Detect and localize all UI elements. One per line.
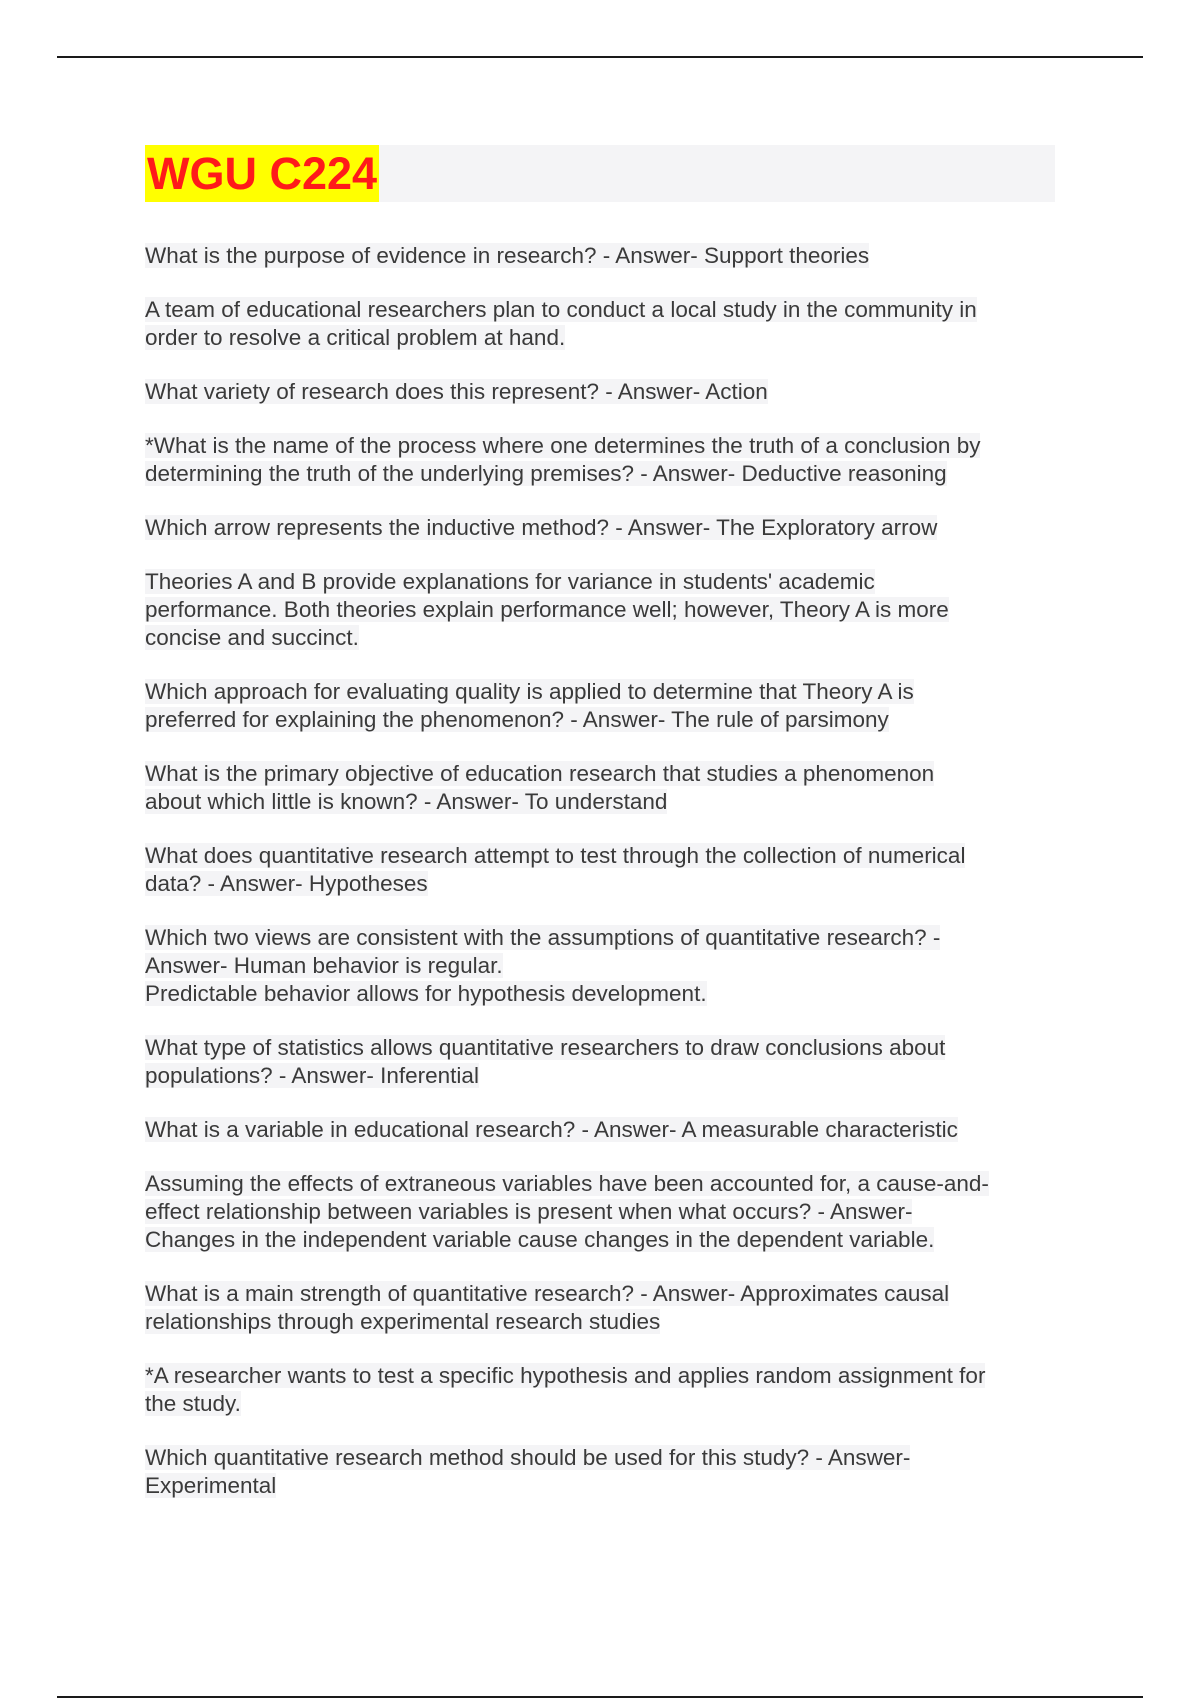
qa-entry bbox=[145, 432, 1055, 488]
qa-entry bbox=[145, 924, 1055, 1008]
text-line: data? - Answer- Hypotheses bbox=[145, 871, 428, 896]
text-line: the study. bbox=[145, 1391, 241, 1416]
qa-entry bbox=[145, 568, 1055, 652]
qa-entry bbox=[145, 1116, 1055, 1144]
qa-entry bbox=[145, 514, 1055, 542]
qa-entry bbox=[145, 1034, 1055, 1090]
text-line: Which quantitative research method should be used for this study? - Answer- bbox=[145, 1445, 911, 1470]
text-line: Which approach for evaluating quality is applied to determine that Theory A is bbox=[145, 679, 914, 704]
qa-entry bbox=[145, 242, 1055, 270]
qa-entry bbox=[145, 678, 1055, 734]
text-line: Which two views are consistent with the assumptions of quantitative research? - bbox=[145, 925, 941, 950]
text-line: performance. Both theories explain performance well; however, Theory A is more bbox=[145, 597, 949, 622]
text-line: order to resolve a critical problem at hand. bbox=[145, 325, 566, 350]
text-line: What is the primary objective of education research that studies a phenomenon bbox=[145, 761, 935, 786]
text-line: What is a variable in educational research? - Answer- A measurable characteristic bbox=[145, 1117, 958, 1142]
text-line: What does quantitative research attempt to test through the collection of numerical bbox=[145, 843, 966, 868]
qa-entry bbox=[145, 1362, 1055, 1418]
text-line: *What is the name of the process where one determines the truth of a conclusion by bbox=[145, 433, 981, 458]
qa-entry bbox=[145, 1280, 1055, 1336]
qa-entry bbox=[145, 842, 1055, 898]
qa-entry bbox=[145, 378, 1055, 406]
text-line: What variety of research does this represent? - Answer- Action bbox=[145, 379, 768, 404]
text-line: Which arrow represents the inductive method? - Answer- The Exploratory arrow bbox=[145, 515, 938, 540]
text-line: relationships through experimental research studies bbox=[145, 1309, 661, 1334]
text-line: *A researcher wants to test a specific hypothesis and applies random assignment for bbox=[145, 1363, 986, 1388]
text-line: Predictable behavior allows for hypothesis development. bbox=[145, 981, 707, 1006]
text-line: preferred for explaining the phenomenon? - Answer- The rule of parsimony bbox=[145, 707, 889, 732]
text-line: What is a main strength of quantitative research? - Answer- Approximates causal bbox=[145, 1281, 950, 1306]
text-line: A team of educational researchers plan to conduct a local study in the community in bbox=[145, 297, 977, 322]
qa-entry bbox=[145, 760, 1055, 816]
text-line: Experimental bbox=[145, 1473, 277, 1498]
title-band bbox=[145, 145, 1055, 202]
text-line: Changes in the independent variable cause changes in the dependent variable. bbox=[145, 1227, 935, 1252]
text-line: populations? - Answer- Inferential bbox=[145, 1063, 479, 1088]
header-rule bbox=[57, 56, 1143, 58]
text-line: What is the purpose of evidence in research? - Answer- Support theories bbox=[145, 243, 870, 268]
document-body bbox=[145, 145, 1055, 1526]
text-line: Answer- Human behavior is regular. bbox=[145, 953, 503, 978]
qa-entry bbox=[145, 296, 1055, 352]
text-line: effect relationship between variables is present when what occurs? - Answer- bbox=[145, 1199, 913, 1224]
text-line: What type of statistics allows quantitative researchers to draw conclusions about bbox=[145, 1035, 946, 1060]
text-line: Assuming the effects of extraneous variables have been accounted for, a cause-and- bbox=[145, 1171, 989, 1196]
footer-rule bbox=[57, 1696, 1143, 1698]
text-line: determining the truth of the underlying premises? - Answer- Deductive reasoning bbox=[145, 461, 947, 486]
text-line: Theories A and B provide explanations for variance in students' academic bbox=[145, 569, 875, 594]
text-line: concise and succinct. bbox=[145, 625, 359, 650]
document-title: WGU C224 bbox=[145, 145, 379, 202]
text-line: about which little is known? - Answer- To understand bbox=[145, 789, 668, 814]
qa-entry bbox=[145, 1444, 1055, 1500]
qa-entry bbox=[145, 1170, 1055, 1254]
